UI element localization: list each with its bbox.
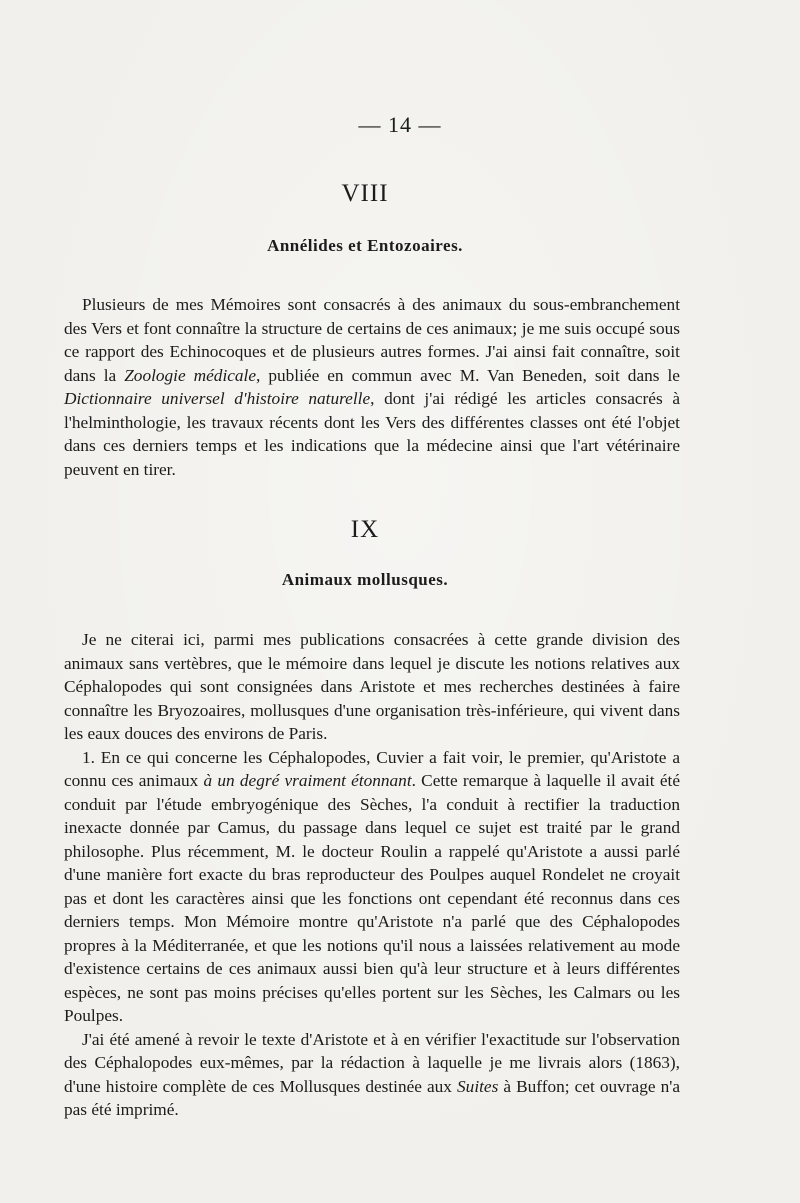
page-number: — 14 — [358, 112, 442, 137]
section-numeral-ix: IX [350, 516, 380, 543]
section-title-mollusques: Animaux mollusques. [281, 570, 449, 589]
paragraph: 1. En ce qui concerne les Céphalopodes, Cuvier a fait voir, le premier, qu'Aristote a connu ces animaux à un degré vraiment étonnant. Cette remarque à laquelle il avait été conduit par l'étude embryogénique des Sèches, l'a conduit à rectifier la traduction inexacte donnée par Camus, du passage dans lequel ce sujet est traité par le grand philosophe. Plus récemment, M. le docteur Roulin a rappelé qu'Aristote a aussi parlé d'une manière fort exacte du bras reproducteur des Poulpes auquel Rondelet ne croyait pas et dont les caractères ainsi que les fonctions ont cependant été reconnus dans ces derniers temps. Mon Mémoire montre qu'Aristote n'a parlé que des Céphalopodes propres à la Méditerranée, et que les notions qu'il nous a laissées relativement au mode d'existence certains de ces animaux aussi bien qu'à leur structure et à leurs différentes espèces, ne sont pas moins précises qu'elles portent sur les Sèches, les Calmars ou les Poulpes. [64, 747, 680, 1025]
paragraph: Je ne citerai ici, parmi mes publications consacrées à cette grande division des animaux sans vertèbres, que le mémoire dans lequel je discute les notions relatives aux Céphalopodes qui sont consignées dans Aristote et mes recherches destinées à faire connaître les Bryozoaires, mollusques d'une organisation très-inférieure, qui vivent dans les eaux douces des environs de Paris. [64, 630, 680, 743]
section-numeral-viii: VIII [341, 180, 389, 207]
section-viii-body [64, 293, 680, 481]
section-title-annelides: Annélides et Entozoaires. [267, 236, 463, 255]
paragraph: J'ai été amené à revoir le texte d'Aristote et à en vérifier l'exactitude sur l'observation des Céphalopodes eux-mêmes, par la rédaction à laquelle je me livrais alors (1863), d'une histoire complète de ces Mollusques destinée aux Suites à Buffon; cet ouvrage n'a pas été imprimé. [64, 1029, 680, 1119]
paragraph: Plusieurs de mes Mémoires sont consacrés à des animaux du sous-embranchement des Vers et font connaître la structure de certains de ces animaux; je me suis occupé sous ce rapport des Echinocoques et de plusieurs autres formes. J'ai ainsi fait connaître, soit dans la Zoologie médicale, publiée en commun avec M. Van Beneden, soit dans le Dictionnaire universel d'histoire naturelle, dont j'ai rédigé les articles consacrés à l'helminthologie, les travaux récents dont les Vers des différentes classes ont été l'objet dans ces derniers temps et les indications que la médecine ainsi que l'art vétérinaire peuvent en tirer. [64, 295, 680, 479]
section-ix-body [64, 628, 680, 1122]
